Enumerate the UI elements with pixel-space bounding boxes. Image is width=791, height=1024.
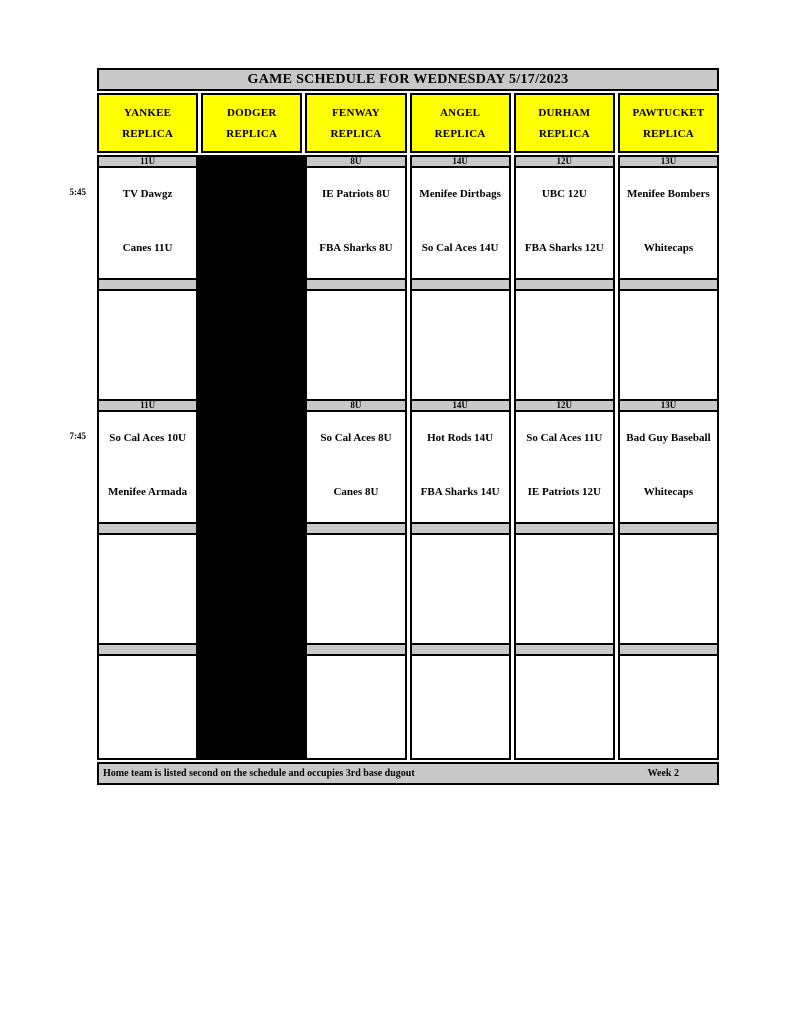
week-label: Week 2: [647, 768, 679, 779]
home-team: Canes 8U: [333, 486, 379, 498]
empty-cell: [305, 654, 406, 760]
footer-bar: [97, 762, 719, 785]
home-team: FBA Sharks 8U: [319, 242, 393, 254]
game-cell: [618, 410, 719, 524]
game-cell: [514, 410, 615, 524]
field-subname: REPLICA: [122, 127, 174, 140]
footer-note: Home team is listed second on the schedule and occupies 3rd base dugout: [103, 768, 415, 779]
away-team: So Cal Aces 10U: [109, 432, 186, 444]
away-team: Bad Guy Baseball: [626, 432, 711, 444]
home-team: Whitecaps: [643, 486, 694, 498]
field-columns: [97, 93, 719, 760]
game-cell: [97, 410, 198, 524]
away-team: Menifee Bombers: [627, 188, 710, 200]
age-division-label: 13U: [618, 155, 719, 168]
field-column-yankee: [97, 93, 198, 760]
empty-cell: [410, 533, 511, 645]
field-column-body: [305, 155, 406, 760]
field-header-pawtucket: [618, 93, 719, 153]
away-team: Menifee Dirtbags: [419, 188, 501, 200]
home-team: IE Patriots 12U: [527, 486, 601, 498]
field-header-angel: [410, 93, 511, 153]
field-name: DURHAM: [538, 106, 591, 119]
field-header-yankee: [97, 93, 198, 153]
empty-cell: [410, 289, 511, 401]
field-column-angel: [410, 93, 511, 760]
age-division-label: 13U: [618, 399, 719, 412]
home-team: FBA Sharks 14U: [420, 486, 500, 498]
field-header-durham: [514, 93, 615, 153]
field-header-fenway: [305, 93, 406, 153]
field-subname: REPLICA: [226, 127, 278, 140]
home-team: Canes 11U: [122, 242, 173, 254]
empty-cell: [97, 654, 198, 760]
game-cell: [514, 166, 615, 280]
schedule-title: GAME SCHEDULE FOR WEDNESDAY 5/17/2023: [97, 68, 719, 91]
age-division-label: 12U: [514, 399, 615, 412]
age-division-label: 12U: [514, 155, 615, 168]
empty-cell: [305, 289, 406, 401]
field-column-pawtucket: [618, 93, 719, 760]
away-team: TV Dawgz: [122, 188, 173, 200]
empty-cell: [514, 654, 615, 760]
away-team: So Cal Aces 11U: [526, 432, 603, 444]
empty-cell: [618, 533, 719, 645]
age-division-label: 14U: [410, 155, 511, 168]
away-team: IE Patriots 8U: [322, 188, 390, 200]
field-name: ANGEL: [440, 106, 481, 119]
schedule-table: [97, 68, 719, 785]
field-column-body: [514, 155, 615, 760]
field-column-body: [410, 155, 511, 760]
age-division-label: 8U: [305, 155, 406, 168]
field-column-fenway: [305, 93, 406, 760]
field-column-body: [97, 155, 198, 760]
time-label-first-slot: 5:45: [69, 187, 86, 197]
field-subname: REPLICA: [434, 127, 486, 140]
away-team: UBC 12U: [541, 188, 587, 200]
game-cell: [618, 166, 719, 280]
field-name: FENWAY: [332, 106, 380, 119]
field-column-dodger: [201, 93, 302, 760]
field-column-durham: [514, 93, 615, 760]
empty-cell: [514, 533, 615, 645]
empty-cell: [410, 654, 511, 760]
empty-cell: [514, 289, 615, 401]
blackout-block: [198, 155, 305, 760]
age-division-label: 8U: [305, 399, 406, 412]
away-team: Hot Rods 14U: [427, 432, 494, 444]
game-cell: [410, 166, 511, 280]
time-label-second-slot: 7:45: [69, 431, 86, 441]
field-subname: REPLICA: [330, 127, 382, 140]
empty-cell: [618, 654, 719, 760]
field-subname: REPLICA: [642, 127, 694, 140]
empty-cell: [305, 533, 406, 645]
field-column-body: [618, 155, 719, 760]
field-header-dodger: [201, 93, 302, 153]
field-name: DODGER: [227, 106, 277, 119]
field-name: PAWTUCKET: [632, 106, 705, 119]
empty-cell: [97, 533, 198, 645]
away-team: So Cal Aces 8U: [320, 432, 392, 444]
home-team: FBA Sharks 12U: [524, 242, 604, 254]
field-subname: REPLICA: [538, 127, 590, 140]
age-division-label: 11U: [97, 399, 198, 412]
empty-cell: [97, 289, 198, 401]
field-name: YANKEE: [123, 106, 172, 119]
empty-cell: [618, 289, 719, 401]
age-division-label: 11U: [97, 155, 198, 168]
home-team: Menifee Armada: [108, 486, 188, 498]
home-team: Whitecaps: [643, 242, 694, 254]
game-cell: [410, 410, 511, 524]
home-team: So Cal Aces 14U: [421, 242, 499, 254]
game-cell: [305, 166, 406, 280]
game-cell: [97, 166, 198, 280]
game-cell: [305, 410, 406, 524]
age-division-label: 14U: [410, 399, 511, 412]
